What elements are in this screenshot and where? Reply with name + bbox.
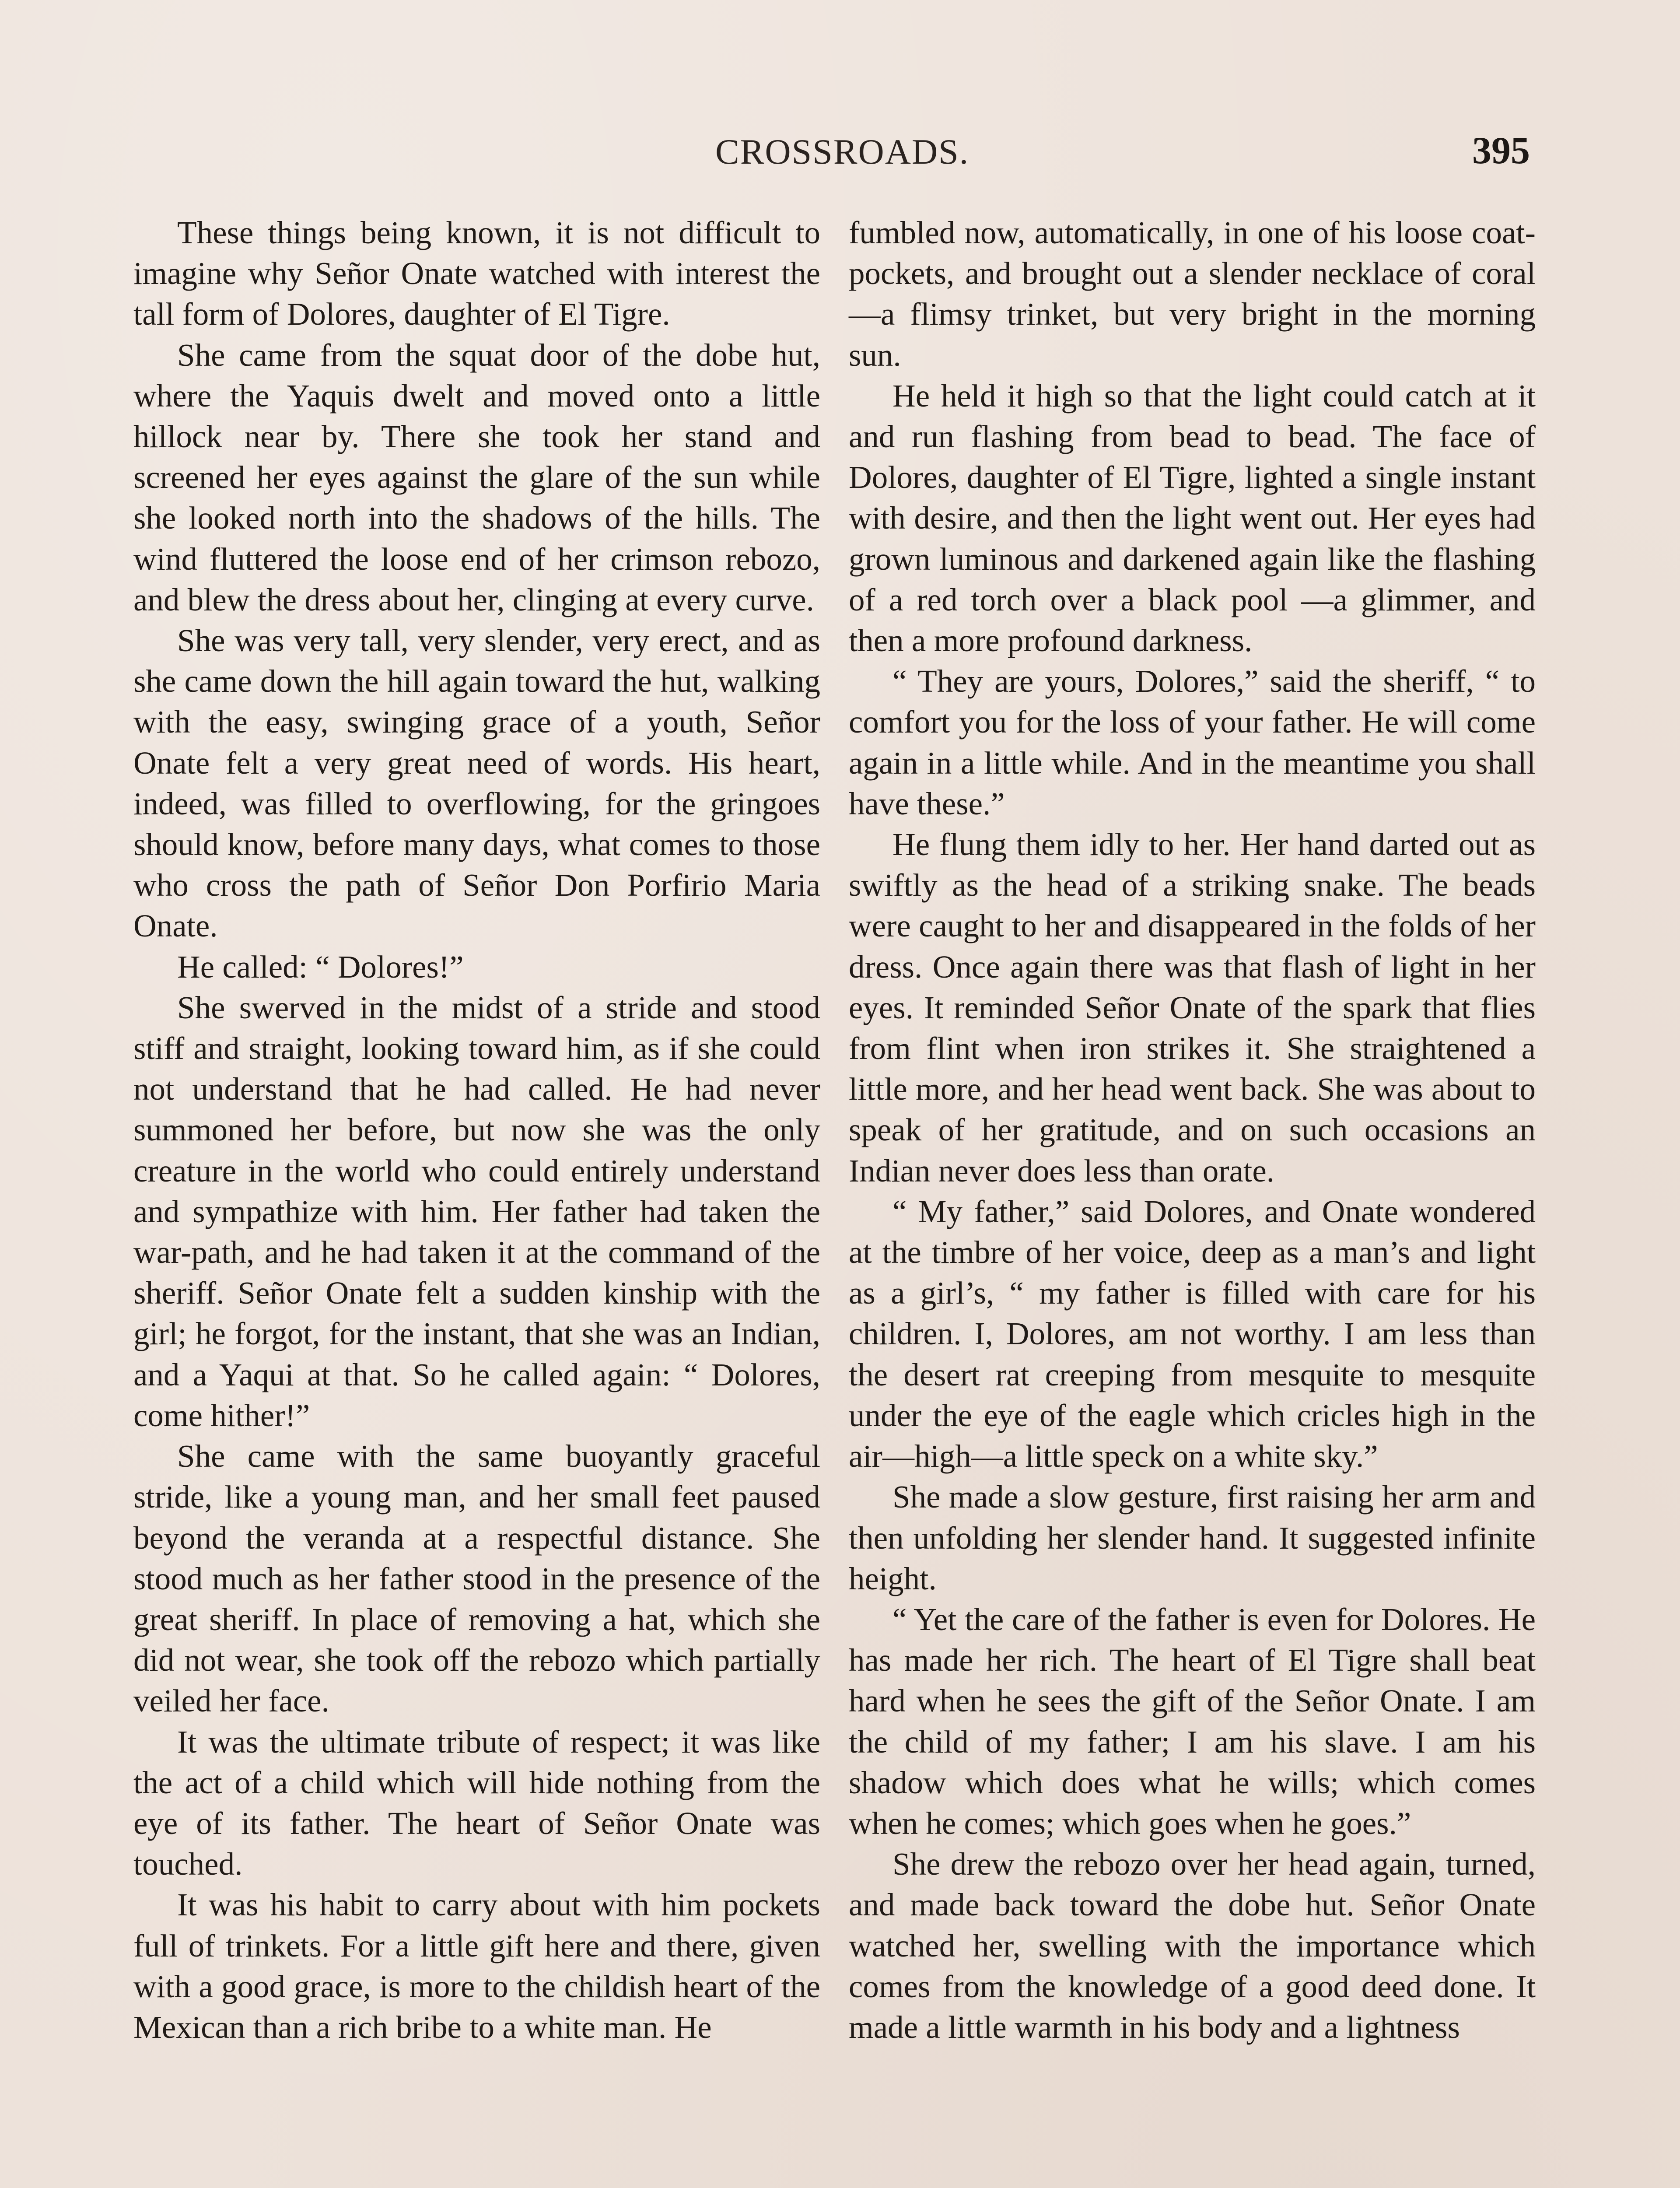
running-title: CROSSROADS. [715,132,970,172]
page-number: 395 [1472,130,1530,172]
paragraph: These things being known, it is not difficult to imagine why Señor Onate watched with interest the tall form of Dolores, daughter of El Tigre. [133,215,820,332]
paragraph: “ My father,” said Dolores, and Onate wondered at the timbre of her voice, deep as a man’s and light as a girl’s, “ my father is filled with care for his children. I, Dolores, am not worthy. I am less than the desert rat creeping from mesquite to mesquite under the eye of the eagle which cricles high in the air—high—a little speck on a white sky.” [849,1193,1536,1474]
paragraph: It was his habit to carry about with him pockets full of trinkets. For a little gift here and there, given with a good grace, is more to the childish heart of the Mexican than a rich bribe to a white man. He [133,1887,820,2045]
paragraph: She drew the rebozo over her head again, turned, and made back toward the dobe hut. Señor Onate watched her, swelling with the importance which comes from the knowledge of a good deed done. It made a little warmth in his body and a lightness [849,1846,1536,2045]
paragraph: She came from the squat door of the dobe hut, where the Yaquis dwelt and moved onto a little hillock near by. There she took her stand and screened her eyes against the glare of the sun while she looked north into the shadows of the hills. The wind fluttered the loose end of her crimson rebozo, and blew the dress about her, clinging at every curve. [133,337,820,617]
paragraph: He held it high so that the light could catch at it and run flashing from bead to bead. The face of Dolores, daughter of El Tigre, lighted a single instant with desire, and then the light went out. Her eyes had grown luminous and darkened again like the flashing of a red torch over a black pool —a glimmer, and then a more profound darkness. [849,378,1536,659]
paragraph: “ Yet the care of the father is even for Dolores. He has made her rich. The heart of El Tigre shall beat hard when he sees the gift of the Señor Onate. I am the child of my father; I am his slave. I am his shadow which does what he wills; which comes when he comes; which goes when he goes.” [849,1601,1536,1841]
paragraph: It was the ultimate tribute of respect; it was like the act of a child which will hide nothing from the eye of its father. The heart of Señor Onate was touched. [133,1724,820,1882]
left-text-column [133,212,820,2048]
paragraph-continued: fumbled now, automatically, in one of his loose coat-pockets, and brought out a slender necklace of coral—a flimsy trinket, but very bright in the morning sun. [849,215,1536,373]
paragraph: She swerved in the midst of a stride and stood stiff and straight, looking toward him, as if she could not understand that he had called. He had never summoned her before, but now she was the only creature in the world who could entirely understand and sympathize with him. Her father had taken the war-path, and he had taken it at the command of the sheriff. Señor Onate felt a sudden kinship with the girl; he forgot, for the instant, that she was an Indian, and a Yaqui at that. So he called again: “ Dolores, come hither!” [133,989,820,1433]
paragraph: She was very tall, very slender, very erect, and as she came down the hill again toward the hut, walking with the easy, swinging grace of a youth, Señor Onate felt a very great need of words. His heart, indeed, was filled to overflowing, for the gringoes should know, before many days, what comes to those who cross the path of Señor Don Porfirio Maria Onate. [133,623,820,944]
paragraph: She made a slow gesture, first raising her arm and then unfolding her slender hand. It suggested infinite height. [849,1479,1536,1596]
running-header [0,131,1680,184]
paragraph: She came with the same buoyantly graceful stride, like a young man, and her small feet paused beyond the veranda at a respectful distance. She stood much as her father stood in the presence of the great sheriff. In place of removing a hat, which she did not wear, she took off the rebozo which partially veiled her face. [133,1438,820,1719]
paragraph: He flung them idly to her. Her hand darted out as swiftly as the head of a striking snake. The beads were caught to her and disappeared in the folds of her dress. Once again there was that flash of light in her eyes. It reminded Señor Onate of the spark that flies from flint when iron strikes it. She straightened a little more, and her head went back. She was about to speak of her gratitude, and on such occasions an Indian never does less than orate. [849,827,1536,1189]
right-text-column [849,212,1536,2048]
paragraph: “ They are yours, Dolores,” said the sheriff, “ to comfort you for the loss of your father. He will come again in a little while. And in the meantime you shall have these.” [849,663,1536,821]
paragraph: He called: “ Dolores!” [177,949,464,985]
